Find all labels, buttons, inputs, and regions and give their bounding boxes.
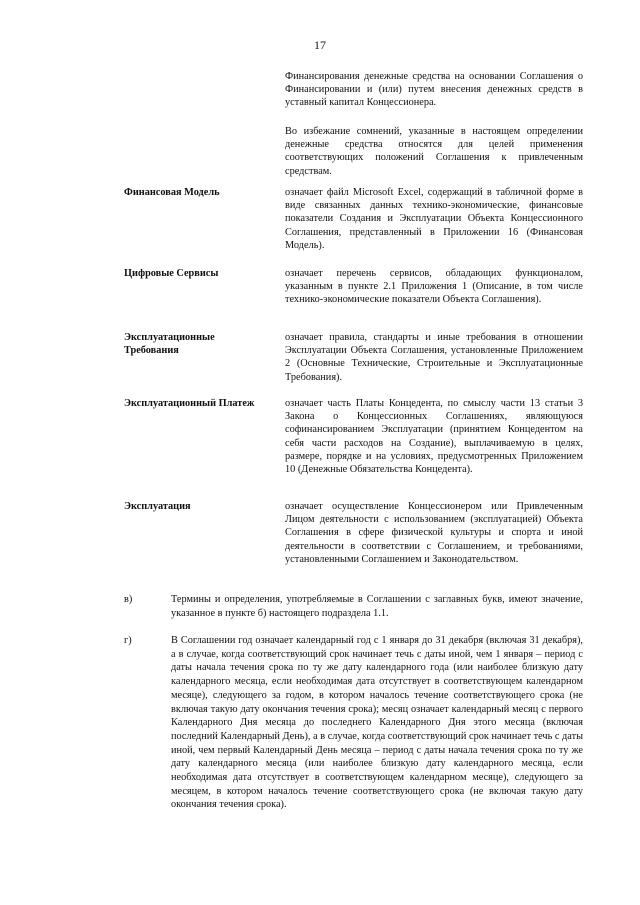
definition-text: означает правила, стандарты и иные требования в отношении Эксплуатации Объекта Соглашения, установленные Приложением 2 (Основные Технические, Строительные и Эксплуатационные Требования).: [285, 332, 583, 383]
continuation-paragraph-2: Во избежание сомнений, указанные в настоящем определении денежные средства относятся для целей применения соответствующих положений Соглашения к привлеченным средствам.: [285, 126, 583, 177]
clause-text: В Соглашении год означает календарный год с 1 января до 31 декабря (включая 31 декабря), а в случае, когда соответствующий срок начинает течь с даты иной, чем 1 января – период с даты начала течения срока по ту же дату календарного года (или наиболее близкую дату календарного месяца, если необходимая дата отсутствует в соответствующем календарном месяце), следующего за годом, в котором началось течение соответствующего срока (не включая такую дату окончания течения срока); месяц означает календарный месяц с первого Календарного Дня месяца до последнего Календарного Дня этого месяца (включая последний Календарный День), а в случае, когда соответствующий срок начинает течь с даты иной, чем первый Календарный День месяца – период с даты начала течения срока по ту же дату календарного месяца (или наиболее близкую дату календарного месяца, если необходимая дата отсутствует в соответствующем календарном месяце), следующего за месяцем, в котором началось течение соответствующего срока (не включая такую дату окончания течения срока).: [171, 635, 583, 811]
definition-term: Эксплуатационные Требования: [124, 332, 215, 357]
definition-term: Цифровые Сервисы: [124, 268, 219, 279]
definition-text: означает часть Платы Концедента, по смыслу части 13 статьи 3 Закона о Концессионных Соглашениях, являющуюся софинансированием Эксплуатации (принятием Концедентом на себя части расходов на Создание), выплачиваемую в целях, размере, порядке и на условиях, предусмотренных Приложением 10 (Денежные Обязательства Концедента).: [285, 398, 583, 476]
clause-marker: в): [124, 594, 133, 605]
continuation-paragraph-1: Финансирования денежные средства на основании Соглашения о Финансировании и (или) путем внесения денежных средств в уставный капитал Концессионера.: [285, 71, 583, 109]
definition-term: Финансовая Модель: [124, 187, 220, 198]
page-number: 17: [314, 38, 326, 52]
definition-text: означает перечень сервисов, обладающих функционалом, указанным в пункте 2.1 Приложения 1 (Описание, в том числе технико-экономические показатели Объекта Соглашения).: [285, 268, 583, 306]
definition-term: Эксплуатационный Платеж: [124, 398, 255, 409]
definition-text: означает осуществление Концессионером или Привлеченным Лицом деятельности с использованием (эксплуатацией) Объекта Соглашения в сфере физической культуры и спорта и иной деятельности в соответствии с Соглашением, и требованиями, установленными Соглашением и Законодательством.: [285, 501, 583, 565]
clause-marker: г): [124, 635, 132, 646]
definition-term: Эксплуатация: [124, 501, 191, 512]
clause-text: Термины и определения, употребляемые в Соглашении с заглавных букв, имеют значение, указанное в пункте б) настоящего подраздела 1.1.: [171, 594, 583, 619]
definition-text: означает файл Microsoft Excel, содержащий в табличной форме в виде связанных данных технико-экономические, финансовые показатели Создания и Эксплуатации Объекта Концессионного Соглашения, представленный в Приложении 16 (Финансовая Модель).: [285, 187, 583, 251]
